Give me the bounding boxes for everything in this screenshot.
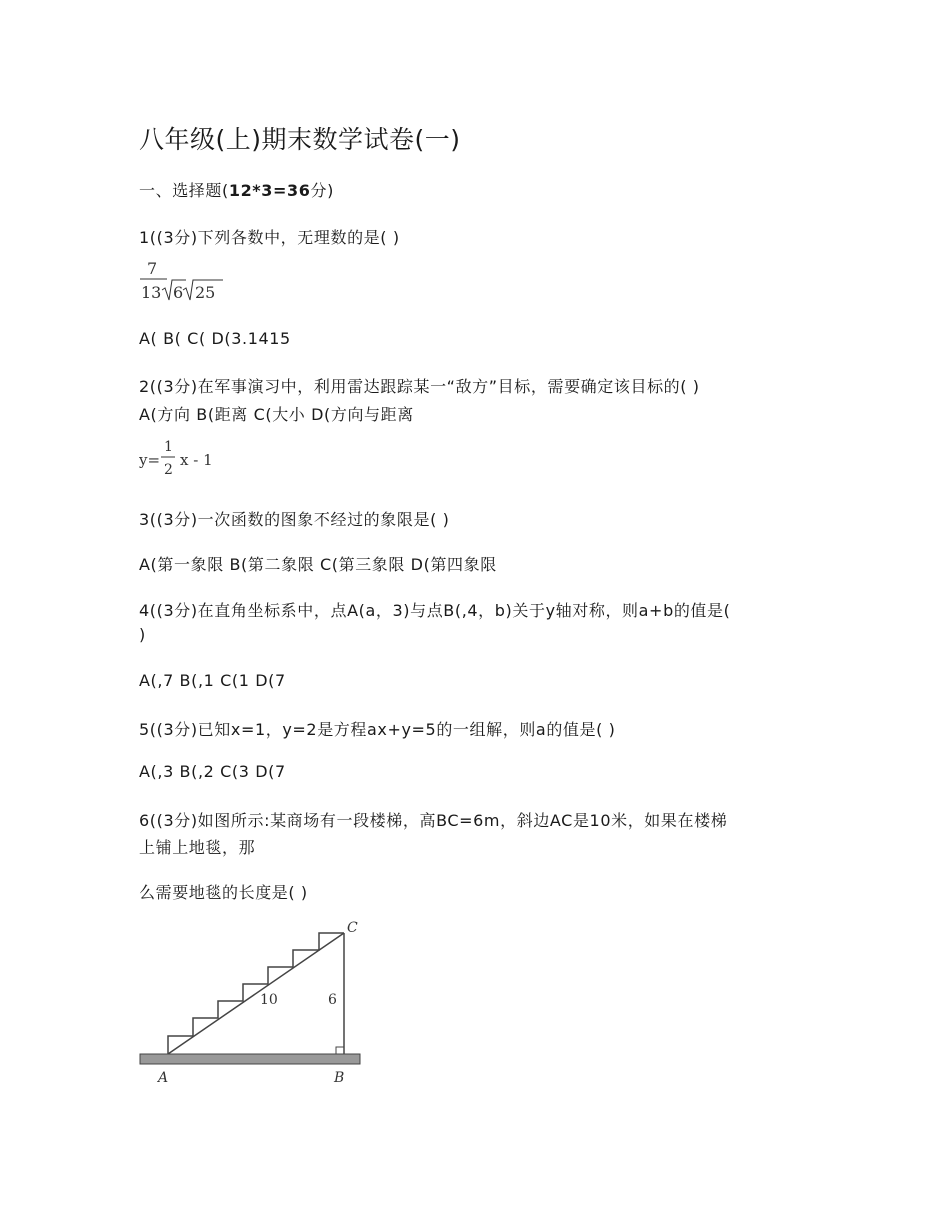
label-b: B	[334, 1070, 345, 1086]
section-prefix: 一、选择题(	[139, 181, 229, 200]
q1-fraction-denominator: 13	[141, 283, 162, 302]
label-hypotenuse-length: 10	[260, 992, 278, 1008]
section-score: 12*3=36	[228, 181, 311, 200]
q1-radicand-1: 6	[173, 283, 184, 302]
q4-options: A(,7 B(,1 C(1 D(7	[139, 671, 286, 690]
q5-stem: 5((3分)已知x=1，y=2是方程ax+y=5的一组解，则a的值是( )	[139, 720, 616, 739]
q3-formula-rhs: x - 1	[180, 451, 213, 469]
q3-options: A(第一象限 B(第二象限 C(第三象限 D(第四象限	[139, 555, 497, 574]
label-c: C	[347, 920, 358, 936]
q1-options: A( B( C( D(3.1415	[139, 329, 291, 348]
q1-fraction-numerator: 7	[147, 259, 158, 278]
q4-stem-line-1: 4((3分)在直角坐标系中，点A(a，3)与点B(,4，b)关于y轴对称，则a+b的值是(	[139, 601, 731, 620]
q1-formula-figure	[139, 258, 229, 306]
q2-stem: 2((3分)在军事演习中，利用雷达跟踪某一“敌方”目标，需要确定该目标的( )	[139, 377, 700, 396]
section-heading	[139, 178, 334, 201]
right-angle-marker	[336, 1047, 344, 1054]
q3-fraction-numerator: 1	[164, 439, 173, 455]
q6-staircase-figure	[138, 912, 366, 1090]
hypotenuse-ac	[168, 933, 344, 1054]
q1-radicand-2: 25	[195, 283, 216, 302]
q6-stem-line-3: 么需要地毯的长度是( )	[139, 883, 308, 902]
q1-stem: 1((3分)下列各数中，无理数的是( )	[139, 228, 400, 247]
q6-stem-line-2: 上铺上地毯，那	[139, 838, 256, 857]
q6-stem-line-1: 6((3分)如图所示:某商场有一段楼梯，高BC=6m，斜边AC是10米，如果在楼梯	[139, 811, 728, 830]
q3-stem: 3((3分)一次函数的图象不经过的象限是( )	[139, 510, 450, 529]
q4-stem-line-2: )	[139, 625, 146, 644]
q5-options: A(,3 B(,2 C(3 D(7	[139, 762, 286, 781]
q3-formula-figure	[139, 436, 229, 482]
q2-options: A(方向 B(距离 C(大小 D(方向与距离	[139, 405, 414, 424]
q3-formula-lhs: y=	[139, 451, 161, 469]
section-suffix: 分)	[310, 181, 334, 200]
label-a: A	[158, 1070, 169, 1086]
label-height: 6	[328, 992, 337, 1008]
page-title: 八年级(上)期末数学试卷(一)	[139, 125, 461, 154]
ground-strip	[140, 1054, 360, 1064]
q3-fraction-denominator: 2	[164, 462, 173, 478]
